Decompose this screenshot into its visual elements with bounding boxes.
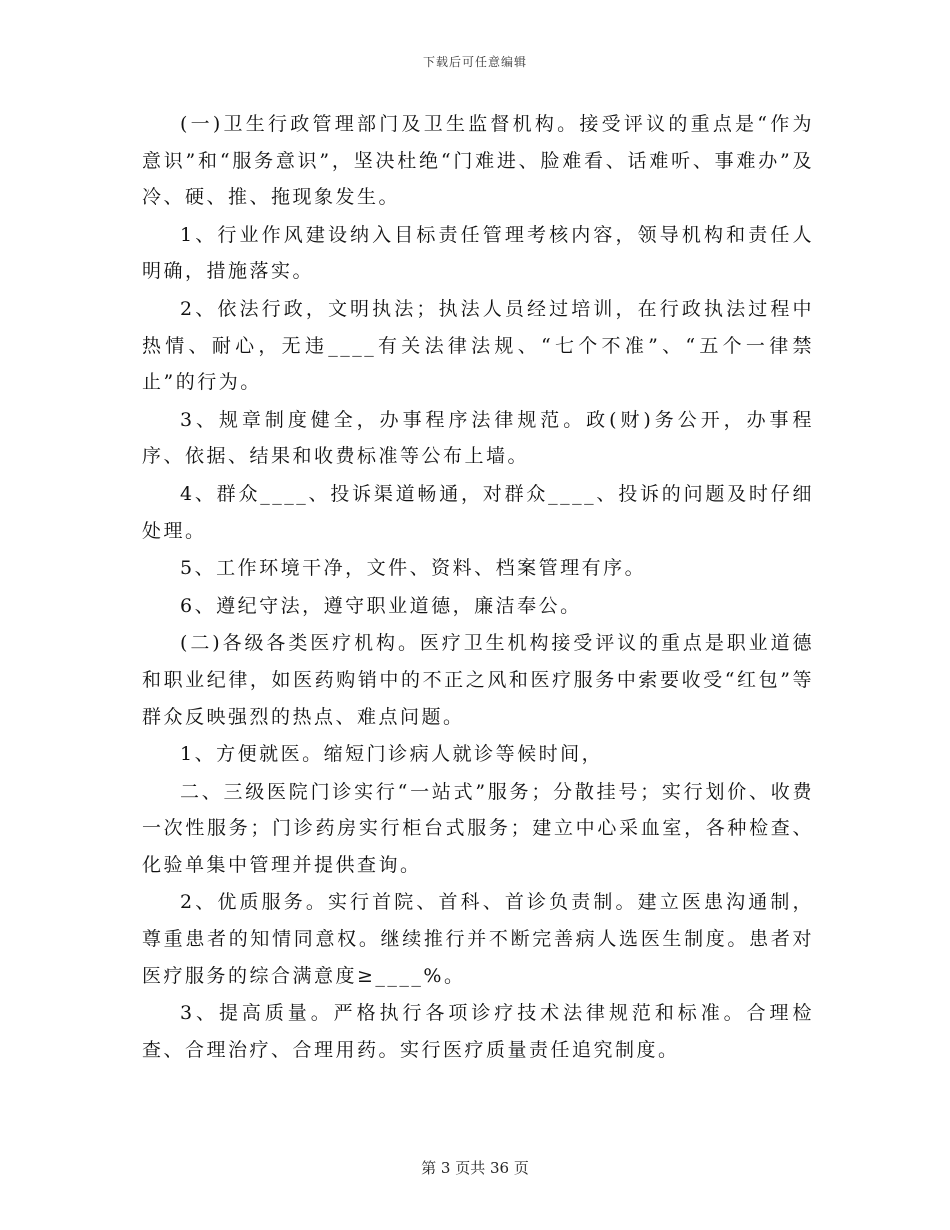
paragraph-medical-item-1: 1、方便就医。缩短门诊病人就诊等候时间，	[180, 743, 604, 766]
paragraph-hospital-services: 二、三级医院门诊实行“一站式”服务；分散挂号；实行划价、收费一次性服务；门诊药房实行柜台式服务；建立中心采血室，各种检查、化验单集中管理并提供查询。	[142, 780, 814, 876]
paragraph-item-4: 4、群众____、投诉渠道畅通，对群众____、投诉的问题及时仔细处理。	[142, 482, 814, 542]
paragraph-item-1: 1、行业作风建设纳入目标责任管理考核内容，领导机构和责任人明确，措施落实。	[142, 223, 814, 283]
paragraph-section-two-intro: (二)各级各类医疗机构。医疗卫生机构接受评议的重点是职业道德和职业纪律，如医药购销中的不正之风和医疗服务中索要收受“红包”等群众反映强烈的热点、难点问题。	[142, 632, 814, 728]
document-body	[142, 106, 814, 1069]
paragraph-item-5: 5、工作环境干净，文件、资料、档案管理有序。	[180, 557, 647, 580]
paragraph-section-one-intro: (一)卫生行政管理部门及卫生监督机构。接受评议的重点是“作为意识”和“服务意识”，坚决杜绝“门难进、脸难看、话难听、事难办”及冷、硬、推、拖现象发生。	[142, 113, 814, 209]
paragraph-medical-item-2: 2、优质服务。实行首院、首科、首诊负责制。建立医患沟通制，尊重患者的知情同意权。继续推行并不断完善病人选医生制度。患者对医疗服务的综合满意度≥____%。	[142, 891, 814, 987]
paragraph-item-2: 2、依法行政，文明执法；执法人员经过培训，在行政执法过程中热情、耐心，无违____有关法律法规、“七个不准”、“五个一律禁止”的行为。	[142, 297, 814, 394]
paragraph-item-6: 6、遵纪守法，遵守职业道德，廉洁奉公。	[180, 594, 582, 617]
paragraph-medical-item-3: 3、提高质量。严格执行各项诊疗技术法律规范和标准。合理检查、合理治疗、合理用药。实行医疗质量责任追究制度。	[142, 1002, 814, 1061]
page-header: 下载后可任意编辑	[422, 55, 527, 69]
paragraph-item-3: 3、规章制度健全，办事程序法律规范。政(财)务公开，办事程序、依据、结果和收费标准等公布上墙。	[142, 408, 814, 468]
page-number-footer: 第 3 页共 36 页	[421, 1159, 529, 1177]
